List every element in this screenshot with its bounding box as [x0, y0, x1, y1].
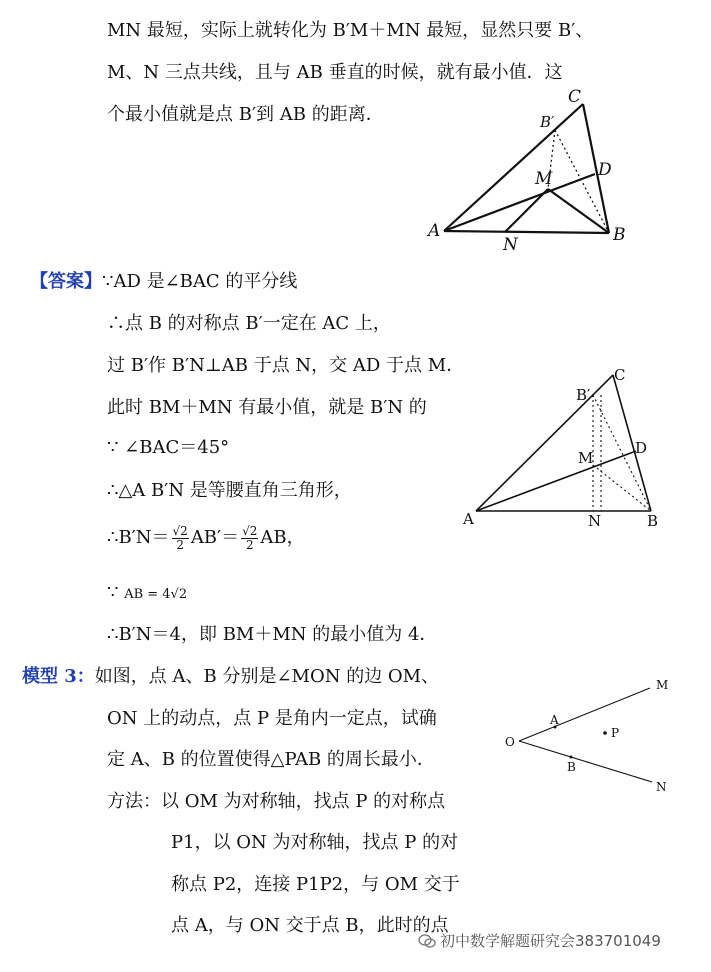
answer-text-8a: ∵ [107, 582, 119, 603]
fraction-numerator: √2 [172, 523, 188, 538]
model3-tag: 模型 3： [22, 666, 95, 687]
model3-line-5: P1，以 ON 为对称轴，找点 P 的对 [171, 832, 459, 853]
model3-line-6: 称点 P2，连接 P1P2，与 OM 交于 [171, 874, 460, 895]
fraction-numerator-b: √2 [242, 523, 258, 538]
answer-text-7a: ∴B′N＝ [107, 527, 170, 548]
fig1-label-M: M [535, 169, 553, 189]
fig3-label-A: A [550, 713, 559, 727]
fig3-label-N: N [656, 780, 667, 794]
fig2-label-N: N [588, 512, 602, 530]
answer-text-1: ∵AD 是∠BAC 的平分线 [102, 271, 298, 292]
answer-line-9: ∴B′N＝4，即 BM＋MN 的最小值为 4． [107, 624, 438, 645]
fig2-label-D: D [635, 439, 648, 457]
model3-line-4: 方法：以 OM 为对称轴，找点 P 的对称点 [107, 791, 446, 812]
fig2-label-Bprime: B′ [576, 386, 591, 404]
fig1-label-N: N [503, 235, 518, 255]
fraction-denominator-b: 2 [245, 537, 254, 552]
answer-line-6: ∴△A B′N 是等腰直角三角形， [107, 480, 352, 501]
answer-text-8b: AB = 4√2 [124, 587, 188, 602]
fig1-label-Bprime: B′ [540, 113, 555, 131]
fig2-label-C: C [614, 366, 626, 384]
fig2-label-A: A [463, 510, 474, 528]
fig2-label-M: M [578, 449, 594, 467]
model3-line-3: 定 A、B 的位置使得△PAB 的周长最小． [107, 749, 435, 770]
fig1-label-B: B [613, 225, 626, 245]
model3-line-7: 点 A，与 ON 交于点 B，此时的点 [171, 915, 449, 936]
fig3-label-P: P [611, 726, 620, 740]
answer-line-3: 过 B′作 B′N⊥AB 于点 N，交 AD 于点 M． [107, 355, 465, 376]
fig3-label-B: B [567, 760, 576, 774]
answer-line-4: 此时 BM＋MN 有最小值，就是 B′N 的 [107, 397, 427, 418]
fig2-label-B: B [647, 512, 659, 530]
fig1-label-D: D [598, 160, 612, 180]
watermark [418, 930, 661, 951]
answer-tag: 【答案】 [30, 271, 102, 292]
model3-text-1: 如图，点 A、B 分别是∠MON 的边 OM、 [94, 666, 440, 687]
answer-line-5: ∵ ∠BAC＝45° [107, 437, 230, 458]
fig3-label-M: M [656, 678, 669, 692]
para-line-1: MN 最短，实际上就转化为 B′M＋MN 最短，显然只要 B′、 [107, 20, 594, 41]
model3-line-2: ON 上的动点，点 P 是角内一定点，试确 [107, 708, 437, 729]
wechat-icon [418, 933, 436, 949]
fig3-label-O: O [505, 735, 515, 749]
answer-line-2: ∴点 B 的对称点 B′一定在 AC 上， [107, 313, 391, 334]
answer-text-7b: AB′＝ [190, 527, 240, 548]
fig1-label-C: C [568, 87, 582, 107]
fraction-denominator: 2 [176, 537, 184, 552]
answer-text-7c: AB， [260, 527, 305, 548]
watermark-text: 初中数学解题研究会383701049 [440, 932, 661, 950]
para-line-2: M、N 三点共线，且与 AB 垂直的时候，就有最小值．这 [107, 62, 563, 83]
para-line-3: 个最小值就是点 B′到 AB 的距离． [107, 104, 384, 125]
fig1-label-A: A [428, 221, 441, 241]
